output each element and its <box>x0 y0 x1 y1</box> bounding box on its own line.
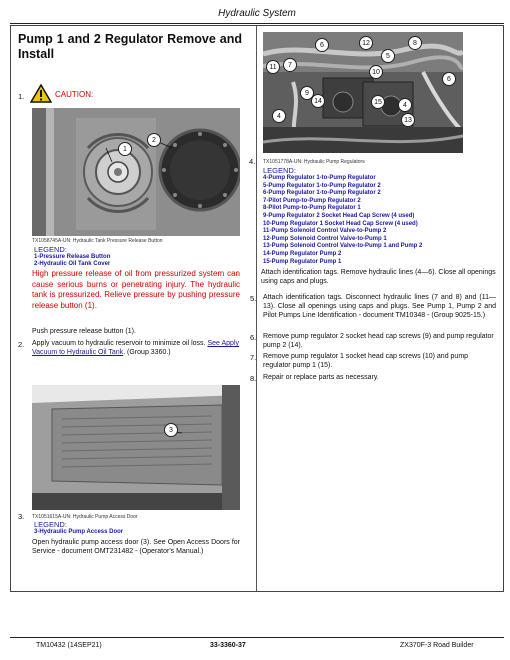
figure-1-caption: TX1058745A-UN: Hydraulic Tank Pressure Release Button <box>32 238 163 244</box>
figure-1-photo <box>32 108 240 236</box>
caution-icon <box>30 84 52 108</box>
figure-2-legend-item: 3-Hydraulic Pump Access Door <box>34 529 124 535</box>
header-title: Hydraulic System <box>218 8 296 19</box>
callout-1: 1 <box>118 142 132 156</box>
callout-4b: 4 <box>398 98 412 112</box>
page-title: Pump 1 and 2 Regulator Remove and Install <box>18 32 242 61</box>
step-7-number: 7. <box>250 353 257 362</box>
callout-6: 6 <box>315 38 329 52</box>
figure-3-legend-item: 12-Pump Solenoid Control Valve-to-Pump 1 <box>263 235 387 242</box>
figure-3-legend-item: 10-Pump Regulator 1 Socket Head Cap Screw (4 used) <box>263 220 418 227</box>
figure-3-legend-item: 14-Pump Regulator Pump 2 <box>263 250 342 257</box>
callout-4: 4 <box>272 109 286 123</box>
figure-3-legend-item: 4-Pump Regulator 1-to-Pump Regulator <box>263 175 376 181</box>
figure-3-legend-item: 5-Pump Regulator 1-to-Pump Regulator 2 <box>263 182 381 189</box>
figure-1-legend-title: LEGEND: <box>34 245 67 254</box>
figure-3-legend-item: 6-Pump Regulator 1-to-Pump Regulator 2 <box>263 190 381 197</box>
footer-model: ZX370F-3 Road Builder <box>400 642 474 649</box>
step-8-text: Repair or replace parts as necessary. <box>263 374 379 381</box>
figure-3-photo <box>263 32 463 153</box>
step-4-number: 4. <box>249 157 256 166</box>
figure-2-caption: TX1051615A-UN: Hydraulic Pump Access Door <box>32 514 138 520</box>
figure-3-legend-item: 8-Pilot Pump-to-Pump Regulator 1 <box>263 205 361 212</box>
callout-10: 10 <box>369 65 383 79</box>
figure-2-text: Open hydraulic pump access door (3). See Open Access Doors for Service - document OMT231482 - (Operator's Manual.) <box>32 539 240 555</box>
step-8-number: 8. <box>250 374 257 383</box>
step-5-text: Attach identification tags. Disconnect hydraulic lines (7 and 8) and (11—13). Close all openings using caps and plugs. See Pump 1, Pump 2 and Pilot Pumps Line Identification - document TM10348 - (Group 9025-15.) <box>263 294 496 319</box>
footer-page-number: 33-3360-37 <box>210 642 246 649</box>
callout-13: 13 <box>401 113 415 127</box>
header-rule <box>10 23 504 24</box>
callout-3: 3 <box>164 423 178 437</box>
figure-3-legend-item: 13-Pump Solenoid Control Valve-to-Pump 1 and Pump 2 <box>263 243 423 250</box>
figure-2-legend-title: LEGEND: <box>34 520 67 529</box>
callout-8: 8 <box>408 36 422 50</box>
step-2-text <box>32 339 240 357</box>
figure-3-legend-item: 15-Pump Regulator Pump 1 <box>263 258 342 265</box>
push-button-text: Push pressure release button (1). <box>32 328 136 335</box>
figure-3-caption: TX1051778A-UN: Hydraulic Pump Regulators <box>263 159 365 165</box>
figure-3-text: Attach identification tags. Remove hydraulic lines (4—6). Close all openings using caps and plugs. <box>261 269 496 285</box>
callout-5: 5 <box>381 49 395 63</box>
callout-11: 11 <box>266 60 280 74</box>
figure-1-legend-item: 1-Pressure Release Button <box>34 254 111 260</box>
caution-label: CAUTION: <box>55 90 94 99</box>
vacuum-link[interactable]: See Apply Vacuum to Hydraulic Oil Tank <box>32 340 239 356</box>
figure-3-legend-title: LEGEND: <box>263 166 296 175</box>
callout-9: 9 <box>300 86 314 100</box>
footer-rule <box>10 637 504 638</box>
step-1-number: 1. <box>18 92 25 101</box>
figure-3-legend-item: 7-Pilot Pump-to-Pump Regulator 2 <box>263 197 361 204</box>
step-2-instruction: Apply vacuum to hydraulic reservoir to minimize oil loss. <box>32 340 206 347</box>
callout-14: 14 <box>311 94 325 108</box>
step-7-text: Remove pump regulator 1 socket head cap screws (10) and pump regulator pump 1 (15). <box>263 353 469 369</box>
column-divider <box>256 26 257 591</box>
figure-3-legend-item: 11-Pump Solenoid Control Valve-to-Pump 2 <box>263 228 387 235</box>
figure-3-legend-item: 9-Pump Regulator 2 Socket Head Cap Screw (4 used) <box>263 212 415 219</box>
warning-text: High pressure release of oil from pressurized system can cause serious burns or penetrating injury. The hydraulic tank is pressurized. Relieve pressure by pushing pressure release button (1). <box>32 269 240 310</box>
callout-12: 12 <box>359 36 373 50</box>
callout-6b: 6 <box>442 72 456 86</box>
step-2-number: 2. <box>18 340 25 349</box>
callout-15: 15 <box>371 95 385 109</box>
footer-doc-id: TM10432 (14SEP21) <box>36 642 102 649</box>
step-2-reference: . (Group 3360.) <box>123 349 171 356</box>
step-3-number: 3. <box>18 512 25 521</box>
step-5-number: 5. <box>250 294 257 303</box>
figure-3-legend-list <box>263 175 499 266</box>
figure-1-legend-item: 2-Hydraulic Oil Tank Cover <box>34 261 111 267</box>
callout-7: 7 <box>283 58 297 72</box>
figure-2-photo <box>32 385 240 510</box>
step-6-number: 6. <box>250 333 257 342</box>
callout-2: 2 <box>147 133 161 147</box>
step-6-text: Remove pump regulator 2 socket head cap screws (9) and pump regulator pump 2 (14). <box>263 333 494 349</box>
